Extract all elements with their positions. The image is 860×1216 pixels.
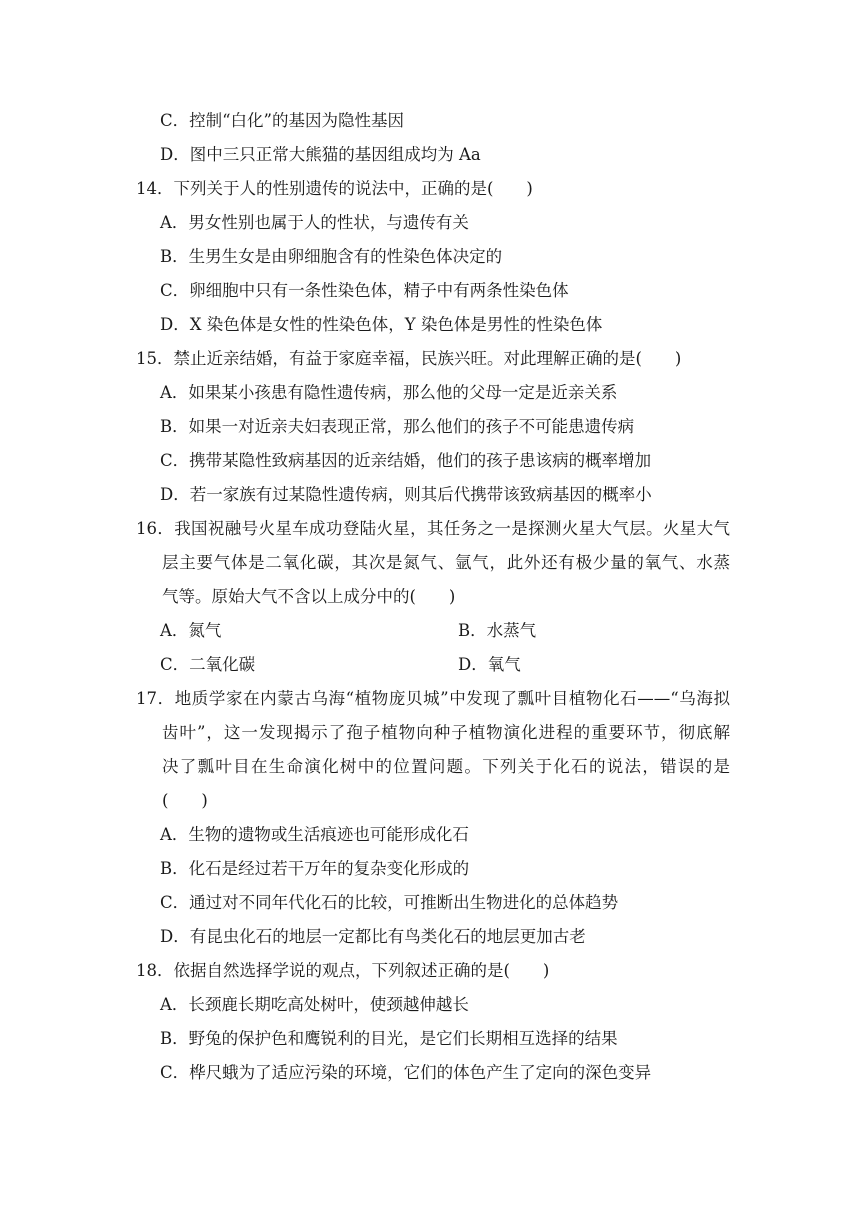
q17-option-a: A．生物的遗物或生活痕迹也可能形成化石: [160, 825, 469, 844]
q14-option-d: D．X 染色体是女性的性染色体，Y 染色体是男性的性染色体: [160, 315, 603, 334]
q13-option-d: D．图中三只正常大熊猫的基因组成均为 Aa: [160, 145, 481, 164]
q16-stem-line-3: 气等。原始大气不含以上成分中的( ): [162, 587, 456, 606]
q17-stem-line-2: 齿叶”，这一发现揭示了孢子植物向种子植物演化进程的重要环节，彻底解: [162, 723, 730, 742]
q14-stem: 14．下列关于人的性别遗传的说法中，正确的是( ): [136, 179, 533, 198]
q13-option-c: C．控制“白化”的基因为隐性基因: [160, 111, 404, 130]
q17-option-b: B．化石是经过若干万年的复杂变化形成的: [160, 859, 470, 878]
q18-option-a: A．长颈鹿长期吃高处树叶，使颈越伸越长: [160, 995, 469, 1014]
q15-option-a: A．如果某小孩患有隐性遗传病，那么他的父母一定是近亲关系: [160, 383, 618, 402]
q14-option-a: A．男女性别也属于人的性状，与遗传有关: [160, 213, 469, 232]
q17-stem-line-3: 决了瓢叶目在生命演化树中的位置问题。下列关于化石的说法，错误的是: [162, 757, 730, 776]
q14-option-b: B．生男生女是由卵细胞含有的性染色体决定的: [160, 247, 503, 266]
q17-stem-line-4: ( ): [162, 791, 208, 810]
q16-option-c: C．二氧化碳: [160, 655, 256, 674]
q15-stem: 15．禁止近亲结婚，有益于家庭幸福，民族兴旺。对此理解正确的是( ): [136, 349, 682, 368]
q18-stem: 18．依据自然选择学说的观点，下列叙述正确的是( ): [136, 961, 550, 980]
q16-option-a: A．氮气: [160, 621, 222, 640]
q17-option-d: D．有昆虫化石的地层一定都比有鸟类化石的地层更加古老: [160, 927, 586, 946]
q16-option-d: D．氧气: [458, 655, 521, 674]
q15-option-c: C．携带某隐性致病基因的近亲结婚，他们的孩子患该病的概率增加: [160, 451, 652, 470]
q14-option-c: C．卵细胞中只有一条性染色体，精子中有两条性染色体: [160, 281, 569, 300]
q15-option-b: B．如果一对近亲夫妇表现正常，那么他们的孩子不可能患遗传病: [160, 417, 635, 436]
q17-stem-line-1: 17．地质学家在内蒙古乌海“植物庞贝城”中发现了瓢叶目植物化石——“乌海拟: [136, 689, 730, 708]
q17-option-c: C．通过对不同年代化石的比较，可推断出生物进化的总体趋势: [160, 893, 619, 912]
q16-stem-line-2: 层主要气体是二氧化碳，其次是氮气、氩气，此外还有极少量的氧气、水蒸: [162, 553, 730, 572]
q18-option-b: B．野兔的保护色和鹰锐利的目光，是它们长期相互选择的结果: [160, 1029, 618, 1048]
q16-option-b: B．水蒸气: [458, 621, 537, 640]
q16-stem-line-1: 16．我国祝融号火星车成功登陆火星，其任务之一是探测火星大气层。火星大气: [136, 519, 730, 538]
q15-option-d: D．若一家族有过某隐性遗传病，则其后代携带该致病基因的概率小: [160, 485, 652, 504]
q18-option-c: C．桦尺蛾为了适应污染的环境，它们的体色产生了定向的深色变异: [160, 1063, 652, 1082]
